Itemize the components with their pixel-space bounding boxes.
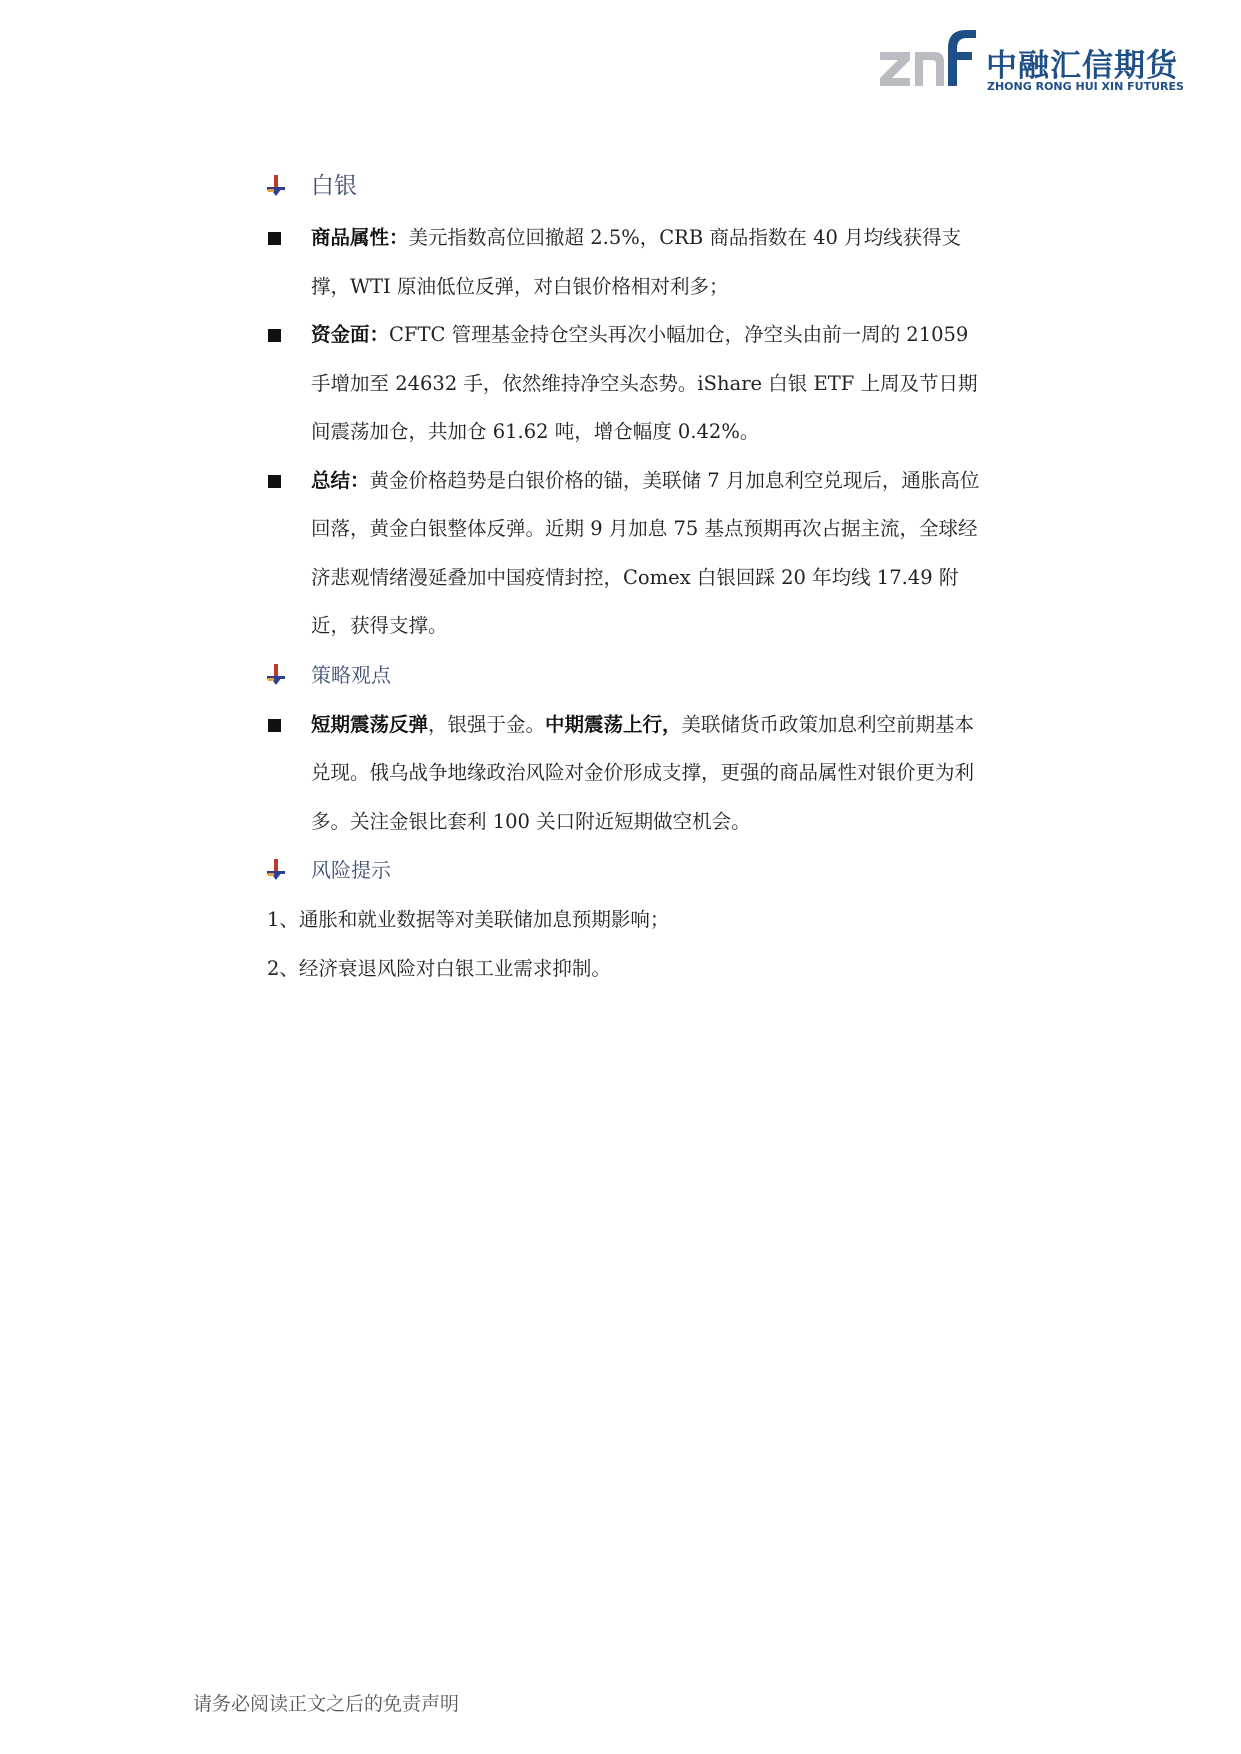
report-body (265, 166, 985, 993)
bullet-summary (265, 457, 985, 651)
disclaimer-footer: 请务必阅读正文之后的免责声明 (193, 1693, 460, 1715)
bullet-label: 总结： (311, 468, 370, 492)
strategy-title: 策略观点 (311, 662, 391, 687)
square-bullet-icon (268, 329, 281, 342)
znf-logo-icon (880, 28, 980, 94)
strategy-text-short: ，银强于金。 (428, 712, 546, 736)
section-heading-risk (265, 850, 985, 890)
down-arrow-bullet-icon (265, 859, 287, 881)
risk-item-2: 2、经济衰退风险对白银工业需求抑制。 (267, 956, 611, 980)
bullet-strategy (265, 701, 985, 847)
square-bullet-icon (268, 719, 281, 732)
section-heading-strategy (265, 655, 985, 695)
logo-name-en: ZHONG RONG HUI XIN FUTURES (987, 80, 1184, 93)
bullet-label: 商品属性： (311, 226, 409, 249)
square-bullet-icon (268, 232, 281, 245)
section-title: 白银 (311, 173, 357, 199)
risk-title: 风险提示 (311, 858, 391, 882)
section-heading-silver (265, 166, 985, 206)
bullet-label: 资金面： (311, 323, 390, 346)
bullet-commodity (265, 214, 985, 311)
strategy-label-short: 短期震荡反弹 (311, 712, 429, 736)
bullet-text: 美元指数高位回撤超 2.5%，CRB 商品指数在 40 月均线获得支撑，WTI 原油低位反弹，对白银价格相对利多； (311, 226, 962, 298)
bullet-funds (265, 311, 985, 457)
company-logo (880, 28, 1184, 94)
risk-item-1: 1、通胀和就业数据等对美联储加息预期影响； (267, 908, 670, 931)
bullet-text: 黄金价格趋势是白银价格的锚，美联储 7 月加息利空兑现后，通胀高位回落，黄金白银整体反弹。近期 9 月加息 75 基点预期再次占据主流，全球经济悲观情绪漫延叠加中国疫情封控，Comex 白银回踩 20 年均线 17.49 附近，获得支撑。 (311, 468, 980, 637)
strategy-text-mid: 美联储货币政策加息利空前期基本兑现。俄乌战争地缘政治风险对金价形成支撑，更强的商品属性对银价更为利多。关注金银比套利 100 关口附近短期做空机会。 (311, 712, 975, 833)
square-bullet-icon (268, 475, 281, 488)
down-arrow-bullet-icon (265, 175, 287, 197)
down-arrow-bullet-icon (265, 664, 287, 686)
strategy-label-mid: 中期震荡上行， (545, 712, 682, 736)
bullet-text: CFTC 管理基金持仓空头再次小幅加仓，净空头由前一周的 21059 手增加至 24632 手，依然维持净空头态势。iShare 白银 ETF 上周及节日期间震荡加仓，共加仓 61.62 吨，增仓幅度 0.42%。 (311, 323, 978, 443)
logo-name-cn: 中融汇信期货 (986, 48, 1178, 84)
